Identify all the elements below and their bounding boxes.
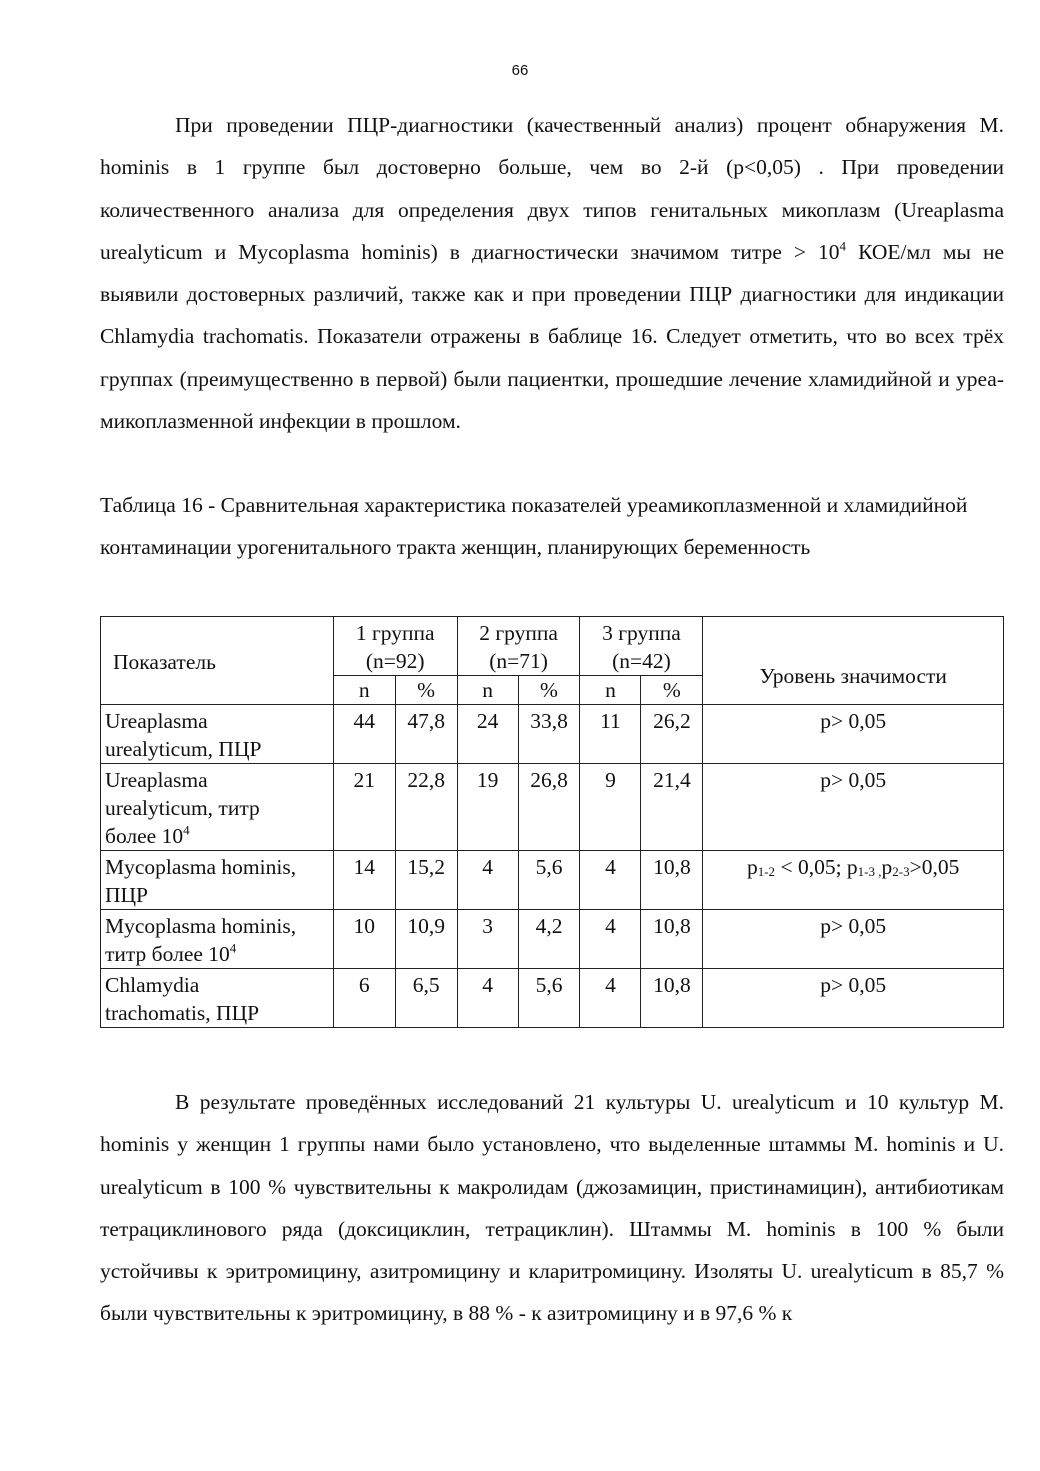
cell-g1-pct: 10,9	[395, 910, 457, 969]
subscript: 2-3	[892, 863, 910, 879]
table-row	[101, 851, 1004, 910]
cell-g3-n: 11	[580, 705, 641, 764]
header-group1-label: 1 группа	[355, 621, 435, 645]
label-line: Ureaplasma	[105, 768, 208, 792]
subheader-n: n	[333, 676, 395, 705]
label-line: urealyticum, титр	[105, 796, 260, 820]
cell-significance: p> 0,05	[703, 764, 1004, 851]
cell-g3-pct: 10,8	[641, 851, 703, 910]
subheader-pct: %	[395, 676, 457, 705]
header-group3	[580, 617, 703, 676]
header-group2-n: (n=71)	[489, 649, 548, 673]
table-row	[101, 764, 1004, 851]
subheader-n: n	[457, 676, 518, 705]
paragraph-line: В результате проведённых исследований 21 культуры U. urealyticum и 10	[175, 1090, 889, 1114]
header-group2-label: 2 группа	[479, 621, 558, 645]
cell-g2-pct: 33,8	[518, 705, 580, 764]
label-line: Ureaplasma	[105, 709, 208, 733]
paragraph-line: обнаружения M. hominis в 1 группе был достоверно больше, чем во 2-й (р<0,05) .	[100, 113, 1005, 180]
cell-g1-n: 21	[333, 764, 395, 851]
cell-significance: p> 0,05	[703, 910, 1004, 969]
paragraph-line: отражены в баблице 16. Следует отметить, что во всех трёх группах	[100, 324, 1004, 391]
cell-g3-pct: 10,8	[641, 969, 703, 1028]
label-line: Mycoplasma hominis,	[105, 855, 297, 879]
cell-g2-n: 4	[457, 851, 518, 910]
cell-g2-n: 24	[457, 705, 518, 764]
subscript: 1-2	[757, 863, 776, 879]
label-line: urealyticum, ПЦР	[105, 737, 262, 761]
row-label	[101, 910, 334, 969]
paragraph-line: тетрациклин). Штаммы M. hominis в 100 % были устойчивы к эритромицину,	[100, 1216, 1004, 1284]
cell-g3-pct: 26,2	[641, 705, 703, 764]
row-label	[101, 764, 334, 851]
superscript: 4	[183, 822, 190, 838]
paragraph-line: азитромицину и кларитромицину. Изоляты U. urealyticum в 85,7 % были	[100, 1259, 1005, 1326]
superscript: 4	[229, 940, 237, 956]
subscript: 1-3 ,	[857, 863, 882, 879]
table-row	[101, 910, 1004, 969]
sig-text: p	[881, 855, 893, 879]
cell-g1-n: 14	[333, 851, 395, 910]
intro-paragraph	[100, 104, 1004, 442]
row-label	[101, 969, 334, 1028]
label-line: Chlamydia	[105, 973, 200, 997]
paragraph-line: уреа-микоплазменной инфекции в прошлом.	[100, 366, 1005, 434]
label-line: более 10	[105, 824, 184, 848]
header-indicator: Показатель	[101, 617, 334, 705]
cell-g2-n: 3	[457, 910, 518, 969]
comparison-table	[100, 616, 1004, 1028]
cell-significance: p> 0,05	[703, 969, 1004, 1028]
cell-g3-n: 9	[580, 764, 641, 851]
results-paragraph	[100, 1081, 1004, 1335]
sig-text: p	[746, 855, 758, 879]
cell-significance	[703, 851, 1004, 910]
cell-g2-pct: 4,2	[518, 910, 580, 969]
cell-g3-n: 4	[580, 910, 641, 969]
paragraph-line: При проведении ПЦР-диагностики (качественный анализ) процент	[175, 113, 832, 137]
subheader-n: n	[580, 676, 641, 705]
table-caption: Таблица 16 - Сравнительная характеристика показателей уреамикоплазменной и хламидийной контаминации урогенитального тракта женщин, планирующих беременность	[100, 493, 968, 559]
cell-g2-pct: 26,8	[518, 764, 580, 851]
paragraph-line: чувствительны к эритромицину, в 88 % - к азитромицину и в 97,6 % к	[153, 1301, 793, 1326]
label-line: ПЦР	[105, 883, 149, 907]
cell-g2-n: 19	[457, 764, 518, 851]
paragraph-line: (джозамицин, пристинамицин), антибиотикам тетрациклинового ряда (доксициклин,	[100, 1174, 1004, 1241]
paragraph-line: штаммы M. hominis и U. urealyticum в 100 % чувствительны к макролидам	[100, 1132, 1004, 1199]
header-group1-n: (n=92)	[365, 649, 425, 673]
superscript: 4	[839, 238, 847, 254]
cell-g2-pct: 5,6	[518, 969, 580, 1028]
table-header-row	[101, 617, 1004, 676]
paragraph-line: КОЕ/мл мы не выявили достоверных различий, также как и	[100, 239, 1004, 307]
cell-g3-pct: 10,8	[641, 910, 703, 969]
header-significance: Уровень значимости	[703, 617, 1004, 705]
cell-g2-n: 4	[457, 969, 518, 1028]
cell-g3-n: 4	[580, 851, 641, 910]
paragraph-line: микоплазм (Ureaplasma urealyticum и Mycoplasma hominis) в диагностически	[100, 197, 1005, 264]
cell-g1-pct: 47,8	[395, 705, 457, 764]
sig-text: < 0,05; p	[775, 855, 858, 879]
table-row	[101, 705, 1004, 764]
header-group3-label: 3 группа	[602, 621, 681, 645]
label-line: титр более 10	[105, 942, 230, 966]
paragraph-line: при проведении ПЦР диагностики для индикации Chlamydia trachomatis. Показатели	[100, 282, 1005, 349]
label-line: trachomatis, ПЦР	[105, 1001, 260, 1025]
cell-g2-pct: 5,6	[518, 851, 580, 910]
header-group3-n: (n=42)	[612, 649, 671, 673]
cell-g3-pct: 21,4	[641, 764, 703, 851]
subheader-pct: %	[518, 676, 580, 705]
row-label	[101, 851, 334, 910]
row-label	[101, 705, 334, 764]
subheader-pct: %	[641, 676, 703, 705]
paragraph-line: При проведении количественного анализа для определения двух типов генитальных	[100, 155, 1004, 222]
header-group1	[333, 617, 457, 676]
paragraph-line: (преимущественно в первой) были пациентки, прошедшие лечение хламидийной и	[179, 366, 950, 391]
cell-g3-n: 4	[580, 969, 641, 1028]
cell-significance: p> 0,05	[703, 705, 1004, 764]
header-group2	[457, 617, 580, 676]
sig-text: >0,05	[909, 855, 960, 879]
cell-g1-n: 10	[333, 910, 395, 969]
table-row	[101, 969, 1004, 1028]
cell-g1-n: 44	[333, 705, 395, 764]
cell-g1-pct: 15,2	[395, 851, 457, 910]
cell-g1-pct: 6,5	[395, 969, 457, 1028]
label-line: Mycoplasma hominis,	[105, 914, 297, 938]
cell-g1-pct: 22,8	[395, 764, 457, 851]
cell-g1-n: 6	[333, 969, 395, 1028]
paragraph-line: значимом титре > 10	[630, 239, 840, 264]
page-number: 66	[511, 62, 529, 79]
paragraph-line: культур M. hominis у женщин 1 группы нами было установлено, что выделенные	[100, 1090, 1004, 1157]
